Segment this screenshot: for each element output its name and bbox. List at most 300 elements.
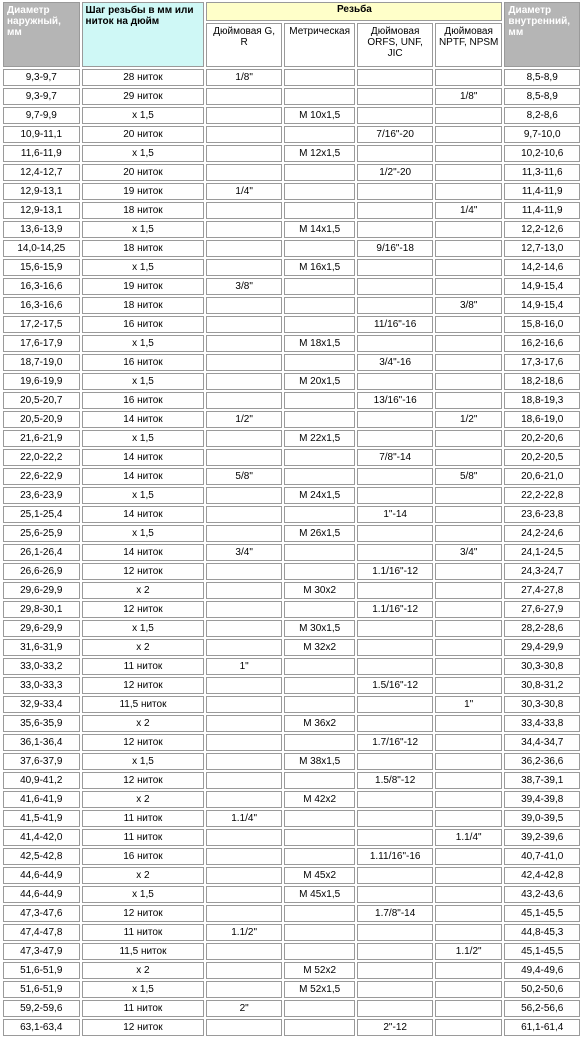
inch-nptf-cell <box>435 962 503 979</box>
inch-g-r-cell <box>206 981 282 998</box>
table-row <box>3 772 580 789</box>
pitch-cell: 14 ниток <box>82 506 205 523</box>
metric-cell <box>284 924 356 941</box>
inch-nptf-cell <box>435 848 503 865</box>
inch-nptf-cell <box>435 430 503 447</box>
inch-orfs-cell <box>357 278 433 295</box>
inch-orfs-cell <box>357 658 433 675</box>
pitch-cell: х 1,5 <box>82 259 205 276</box>
pitch-cell: 14 ниток <box>82 544 205 561</box>
inch-g-r-cell <box>206 582 282 599</box>
pitch-cell: 28 ниток <box>82 69 205 86</box>
inch-nptf-cell <box>435 620 503 637</box>
inch-orfs-cell <box>357 867 433 884</box>
inner-diameter-cell: 16,2-16,6 <box>504 335 580 352</box>
inch-orfs-cell <box>357 620 433 637</box>
metric-cell <box>284 677 356 694</box>
inner-diameter-cell: 39,2-39,6 <box>504 829 580 846</box>
table-row <box>3 164 580 181</box>
metric-cell <box>284 164 356 181</box>
outer-diameter-cell: 9,3-9,7 <box>3 69 80 86</box>
inner-diameter-cell: 30,3-30,8 <box>504 696 580 713</box>
pitch-cell: 18 ниток <box>82 240 205 257</box>
outer-diameter-cell: 37,6-37,9 <box>3 753 80 770</box>
inch-g-r-cell <box>206 962 282 979</box>
inch-orfs-cell: 1.7/8"-14 <box>357 905 433 922</box>
table-row <box>3 810 580 827</box>
metric-cell: М 22х1,5 <box>284 430 356 447</box>
pitch-cell: 11 ниток <box>82 810 205 827</box>
outer-diameter-cell: 47,4-47,8 <box>3 924 80 941</box>
inner-diameter-cell: 24,2-24,6 <box>504 525 580 542</box>
inch-nptf-cell <box>435 924 503 941</box>
metric-cell: М 10х1,5 <box>284 107 356 124</box>
inner-diameter-cell: 24,3-24,7 <box>504 563 580 580</box>
inner-diameter-cell: 39,4-39,8 <box>504 791 580 808</box>
inch-g-r-cell: 3/8" <box>206 278 282 295</box>
inch-g-r-cell <box>206 943 282 960</box>
thread-table <box>1 0 582 1038</box>
inch-g-r-cell <box>206 354 282 371</box>
outer-diameter-cell: 41,4-42,0 <box>3 829 80 846</box>
outer-diameter-cell: 19,6-19,9 <box>3 373 80 390</box>
inner-diameter-cell: 45,1-45,5 <box>504 905 580 922</box>
inner-diameter-cell: 11,4-11,9 <box>504 202 580 219</box>
pitch-cell: 11,5 ниток <box>82 943 205 960</box>
metric-cell: М 52х1,5 <box>284 981 356 998</box>
outer-diameter-cell: 20,5-20,9 <box>3 411 80 428</box>
table-row <box>3 563 580 580</box>
metric-cell: М 38х1,5 <box>284 753 356 770</box>
outer-diameter-cell: 35,6-35,9 <box>3 715 80 732</box>
inner-diameter-cell: 61,1-61,4 <box>504 1019 580 1036</box>
inch-g-r-cell <box>206 525 282 542</box>
metric-cell: М 32х2 <box>284 639 356 656</box>
pitch-cell: 16 ниток <box>82 392 205 409</box>
inner-diameter-cell: 30,8-31,2 <box>504 677 580 694</box>
metric-cell <box>284 848 356 865</box>
table-row <box>3 430 580 447</box>
inch-orfs-cell: 13/16"-16 <box>357 392 433 409</box>
pitch-cell: х 1,5 <box>82 753 205 770</box>
inch-g-r-cell <box>206 259 282 276</box>
table-row <box>3 544 580 561</box>
metric-cell: М 45х2 <box>284 867 356 884</box>
inner-diameter-cell: 22,2-22,8 <box>504 487 580 504</box>
inch-nptf-cell <box>435 639 503 656</box>
table-row <box>3 468 580 485</box>
outer-diameter-cell: 26,1-26,4 <box>3 544 80 561</box>
table-row <box>3 601 580 618</box>
inch-orfs-cell <box>357 259 433 276</box>
inch-g-r-cell <box>206 202 282 219</box>
inner-diameter-cell: 29,4-29,9 <box>504 639 580 656</box>
inner-diameter-cell: 39,0-39,5 <box>504 810 580 827</box>
inch-nptf-cell <box>435 164 503 181</box>
inch-nptf-cell <box>435 145 503 162</box>
inch-g-r-cell <box>206 753 282 770</box>
inch-nptf-cell <box>435 867 503 884</box>
pitch-cell: 14 ниток <box>82 411 205 428</box>
inch-nptf-cell: 5/8" <box>435 468 503 485</box>
outer-diameter-cell: 16,3-16,6 <box>3 278 80 295</box>
table-row <box>3 297 580 314</box>
inch-nptf-cell <box>435 449 503 466</box>
inch-nptf-cell <box>435 582 503 599</box>
metric-cell: М 20х1,5 <box>284 373 356 390</box>
outer-diameter-cell: 18,7-19,0 <box>3 354 80 371</box>
inner-diameter-cell: 10,2-10,6 <box>504 145 580 162</box>
inner-diameter-cell: 12,7-13,0 <box>504 240 580 257</box>
pitch-cell: 16 ниток <box>82 354 205 371</box>
inner-diameter-cell: 44,8-45,3 <box>504 924 580 941</box>
pitch-cell: 12 ниток <box>82 1019 205 1036</box>
metric-cell: М 18х1,5 <box>284 335 356 352</box>
pitch-cell: х 2 <box>82 962 205 979</box>
inch-nptf-cell <box>435 392 503 409</box>
outer-diameter-cell: 12,4-12,7 <box>3 164 80 181</box>
header-outer-diameter: Диаметр наружный, мм <box>3 2 80 67</box>
table-row <box>3 278 580 295</box>
inch-g-r-cell <box>206 392 282 409</box>
inch-orfs-cell <box>357 582 433 599</box>
pitch-cell: 16 ниток <box>82 848 205 865</box>
inch-orfs-cell <box>357 411 433 428</box>
inch-g-r-cell <box>206 1019 282 1036</box>
table-row <box>3 620 580 637</box>
pitch-cell: 11 ниток <box>82 658 205 675</box>
inch-orfs-cell: 1.5/16"-12 <box>357 677 433 694</box>
inch-orfs-cell: 7/8"-14 <box>357 449 433 466</box>
inch-nptf-cell <box>435 1019 503 1036</box>
inch-orfs-cell: 1.1/16"-12 <box>357 601 433 618</box>
inch-nptf-cell <box>435 1000 503 1017</box>
pitch-cell: х 1,5 <box>82 886 205 903</box>
inner-diameter-cell: 27,6-27,9 <box>504 601 580 618</box>
inner-diameter-cell: 40,7-41,0 <box>504 848 580 865</box>
inch-orfs-cell <box>357 145 433 162</box>
inch-g-r-cell <box>206 164 282 181</box>
metric-cell <box>284 354 356 371</box>
inch-g-r-cell <box>206 791 282 808</box>
table-row <box>3 145 580 162</box>
table-row <box>3 240 580 257</box>
inch-nptf-cell <box>435 69 503 86</box>
metric-cell: М 26х1,5 <box>284 525 356 542</box>
inch-g-r-cell <box>206 449 282 466</box>
header-thread-pitch: Шаг резьбы в мм или ниток на дюйм <box>82 2 205 67</box>
pitch-cell: 12 ниток <box>82 563 205 580</box>
inner-diameter-cell: 15,8-16,0 <box>504 316 580 333</box>
inner-diameter-cell: 9,7-10,0 <box>504 126 580 143</box>
inch-nptf-cell <box>435 487 503 504</box>
pitch-cell: х 2 <box>82 715 205 732</box>
pitch-cell: х 1,5 <box>82 981 205 998</box>
inch-g-r-cell <box>206 373 282 390</box>
table-row <box>3 753 580 770</box>
inch-orfs-cell <box>357 430 433 447</box>
pitch-cell: х 1,5 <box>82 107 205 124</box>
inch-g-r-cell <box>206 772 282 789</box>
inch-orfs-cell <box>357 943 433 960</box>
inch-g-r-cell <box>206 715 282 732</box>
inch-g-r-cell <box>206 696 282 713</box>
metric-cell <box>284 392 356 409</box>
inner-diameter-cell: 14,2-14,6 <box>504 259 580 276</box>
table-row <box>3 639 580 656</box>
inch-nptf-cell <box>435 810 503 827</box>
inner-diameter-cell: 23,6-23,8 <box>504 506 580 523</box>
outer-diameter-cell: 10,9-11,1 <box>3 126 80 143</box>
inch-orfs-cell <box>357 886 433 903</box>
table-row <box>3 886 580 903</box>
inch-nptf-cell: 1/4" <box>435 202 503 219</box>
metric-cell <box>284 506 356 523</box>
metric-cell <box>284 449 356 466</box>
inch-nptf-cell: 1" <box>435 696 503 713</box>
inner-diameter-cell: 12,2-12,6 <box>504 221 580 238</box>
pitch-cell: 19 ниток <box>82 183 205 200</box>
inch-nptf-cell <box>435 791 503 808</box>
inch-g-r-cell <box>206 335 282 352</box>
inner-diameter-cell: 11,3-11,6 <box>504 164 580 181</box>
inch-orfs-cell: 1.1/16"-12 <box>357 563 433 580</box>
outer-diameter-cell: 12,9-13,1 <box>3 202 80 219</box>
metric-cell <box>284 297 356 314</box>
outer-diameter-cell: 25,6-25,9 <box>3 525 80 542</box>
inch-orfs-cell <box>357 696 433 713</box>
inch-orfs-cell <box>357 829 433 846</box>
metric-cell: М 14х1,5 <box>284 221 356 238</box>
table-row <box>3 259 580 276</box>
table-row <box>3 658 580 675</box>
metric-cell <box>284 278 356 295</box>
pitch-cell: 12 ниток <box>82 905 205 922</box>
outer-diameter-cell: 42,5-42,8 <box>3 848 80 865</box>
inch-nptf-cell <box>435 905 503 922</box>
table-row <box>3 525 580 542</box>
table-row <box>3 582 580 599</box>
inch-g-r-cell <box>206 734 282 751</box>
inner-diameter-cell: 34,4-34,7 <box>504 734 580 751</box>
outer-diameter-cell: 33,0-33,2 <box>3 658 80 675</box>
outer-diameter-cell: 44,6-44,9 <box>3 886 80 903</box>
table-row <box>3 506 580 523</box>
metric-cell: М 30х1,5 <box>284 620 356 637</box>
inch-nptf-cell <box>435 563 503 580</box>
inch-nptf-cell <box>435 183 503 200</box>
outer-diameter-cell: 47,3-47,9 <box>3 943 80 960</box>
inch-g-r-cell: 1.1/2" <box>206 924 282 941</box>
inch-orfs-cell <box>357 373 433 390</box>
pitch-cell: 18 ниток <box>82 297 205 314</box>
metric-cell: М 45х1,5 <box>284 886 356 903</box>
inner-diameter-cell: 17,3-17,6 <box>504 354 580 371</box>
inch-nptf-cell: 1.1/2" <box>435 943 503 960</box>
inner-diameter-cell: 14,9-15,4 <box>504 278 580 295</box>
inch-g-r-cell: 1.1/4" <box>206 810 282 827</box>
metric-cell: М 30х2 <box>284 582 356 599</box>
outer-diameter-cell: 20,5-20,7 <box>3 392 80 409</box>
metric-cell <box>284 202 356 219</box>
inch-orfs-cell: 7/16"-20 <box>357 126 433 143</box>
inch-orfs-cell <box>357 981 433 998</box>
inch-orfs-cell: 1"-14 <box>357 506 433 523</box>
table-row <box>3 487 580 504</box>
inch-orfs-cell <box>357 487 433 504</box>
inch-nptf-cell <box>435 753 503 770</box>
outer-diameter-cell: 29,6-29,9 <box>3 582 80 599</box>
inner-diameter-cell: 45,1-45,5 <box>504 943 580 960</box>
outer-diameter-cell: 13,6-13,9 <box>3 221 80 238</box>
outer-diameter-cell: 16,3-16,6 <box>3 297 80 314</box>
inch-nptf-cell <box>435 981 503 998</box>
outer-diameter-cell: 23,6-23,9 <box>3 487 80 504</box>
inner-diameter-cell: 42,4-42,8 <box>504 867 580 884</box>
metric-cell: М 16х1,5 <box>284 259 356 276</box>
inch-nptf-cell: 1.1/4" <box>435 829 503 846</box>
inch-g-r-cell: 1/8" <box>206 69 282 86</box>
inner-diameter-cell: 14,9-15,4 <box>504 297 580 314</box>
inch-orfs-cell <box>357 88 433 105</box>
inch-nptf-cell <box>435 373 503 390</box>
metric-cell <box>284 240 356 257</box>
outer-diameter-cell: 12,9-13,1 <box>3 183 80 200</box>
inch-orfs-cell <box>357 791 433 808</box>
subheader-inch-nptf-npsm: Дюймовая NPTF, NPSM <box>435 23 503 67</box>
metric-cell <box>284 88 356 105</box>
inch-orfs-cell <box>357 202 433 219</box>
inch-nptf-cell <box>435 886 503 903</box>
inch-g-r-cell <box>206 677 282 694</box>
inch-g-r-cell <box>206 506 282 523</box>
inch-orfs-cell <box>357 924 433 941</box>
inner-diameter-cell: 38,7-39,1 <box>504 772 580 789</box>
inch-orfs-cell: 1/2"-20 <box>357 164 433 181</box>
table-row <box>3 905 580 922</box>
inch-g-r-cell <box>206 639 282 656</box>
inch-nptf-cell <box>435 126 503 143</box>
table-row <box>3 183 580 200</box>
inner-diameter-cell: 18,8-19,3 <box>504 392 580 409</box>
inch-orfs-cell: 1.7/16"-12 <box>357 734 433 751</box>
inch-nptf-cell: 1/8" <box>435 88 503 105</box>
outer-diameter-cell: 59,2-59,6 <box>3 1000 80 1017</box>
inch-nptf-cell <box>435 240 503 257</box>
metric-cell: М 12х1,5 <box>284 145 356 162</box>
inch-orfs-cell <box>357 107 433 124</box>
pitch-cell: 20 ниток <box>82 164 205 181</box>
table-row <box>3 696 580 713</box>
outer-diameter-cell: 51,6-51,9 <box>3 981 80 998</box>
inner-diameter-cell: 33,4-33,8 <box>504 715 580 732</box>
metric-cell: М 42х2 <box>284 791 356 808</box>
inch-g-r-cell <box>206 487 282 504</box>
metric-cell <box>284 601 356 618</box>
inch-orfs-cell <box>357 715 433 732</box>
metric-cell <box>284 772 356 789</box>
inch-g-r-cell <box>206 88 282 105</box>
outer-diameter-cell: 41,5-41,9 <box>3 810 80 827</box>
inner-diameter-cell: 11,4-11,9 <box>504 183 580 200</box>
table-row <box>3 221 580 238</box>
table-row <box>3 829 580 846</box>
table-row <box>3 202 580 219</box>
pitch-cell: х 2 <box>82 867 205 884</box>
pitch-cell: х 1,5 <box>82 373 205 390</box>
inner-diameter-cell: 50,2-50,6 <box>504 981 580 998</box>
outer-diameter-cell: 22,6-22,9 <box>3 468 80 485</box>
inner-diameter-cell: 8,2-8,6 <box>504 107 580 124</box>
pitch-cell: х 1,5 <box>82 525 205 542</box>
inner-diameter-cell: 24,1-24,5 <box>504 544 580 561</box>
pitch-cell: 12 ниток <box>82 772 205 789</box>
inch-nptf-cell <box>435 259 503 276</box>
pitch-cell: х 1,5 <box>82 145 205 162</box>
pitch-cell: 12 ниток <box>82 734 205 751</box>
outer-diameter-cell: 29,6-29,9 <box>3 620 80 637</box>
inch-g-r-cell <box>206 145 282 162</box>
inch-orfs-cell: 3/4"-16 <box>357 354 433 371</box>
pitch-cell: 12 ниток <box>82 677 205 694</box>
outer-diameter-cell: 26,6-26,9 <box>3 563 80 580</box>
metric-cell <box>284 734 356 751</box>
metric-cell <box>284 943 356 960</box>
outer-diameter-cell: 9,3-9,7 <box>3 88 80 105</box>
inch-g-r-cell <box>206 848 282 865</box>
inch-nptf-cell <box>435 316 503 333</box>
outer-diameter-cell: 25,1-25,4 <box>3 506 80 523</box>
inch-nptf-cell <box>435 601 503 618</box>
table-row <box>3 392 580 409</box>
inch-g-r-cell <box>206 107 282 124</box>
inch-orfs-cell: 1.5/8"-12 <box>357 772 433 789</box>
inch-g-r-cell <box>206 829 282 846</box>
inner-diameter-cell: 36,2-36,6 <box>504 753 580 770</box>
inch-orfs-cell <box>357 221 433 238</box>
metric-cell <box>284 810 356 827</box>
table-row <box>3 734 580 751</box>
pitch-cell: 18 ниток <box>82 202 205 219</box>
pitch-cell: х 2 <box>82 582 205 599</box>
pitch-cell: х 1,5 <box>82 620 205 637</box>
inner-diameter-cell: 43,2-43,6 <box>504 886 580 903</box>
pitch-cell: 12 ниток <box>82 601 205 618</box>
outer-diameter-cell: 15,6-15,9 <box>3 259 80 276</box>
inch-orfs-cell <box>357 639 433 656</box>
metric-cell <box>284 1019 356 1036</box>
inner-diameter-cell: 8,5-8,9 <box>504 69 580 86</box>
table-row <box>3 943 580 960</box>
table-row <box>3 1019 580 1036</box>
metric-cell <box>284 126 356 143</box>
inch-nptf-cell <box>435 525 503 542</box>
inch-g-r-cell: 1" <box>206 658 282 675</box>
inch-g-r-cell: 1/2" <box>206 411 282 428</box>
inch-nptf-cell <box>435 658 503 675</box>
outer-diameter-cell: 51,6-51,9 <box>3 962 80 979</box>
table-row <box>3 373 580 390</box>
outer-diameter-cell: 36,1-36,4 <box>3 734 80 751</box>
inch-g-r-cell <box>206 126 282 143</box>
inch-g-r-cell: 2" <box>206 1000 282 1017</box>
table-row <box>3 335 580 352</box>
outer-diameter-cell: 9,7-9,9 <box>3 107 80 124</box>
outer-diameter-cell: 47,3-47,6 <box>3 905 80 922</box>
table-row <box>3 107 580 124</box>
subheader-inch-g-r: Дюймовая G, R <box>206 23 282 67</box>
inch-nptf-cell <box>435 734 503 751</box>
